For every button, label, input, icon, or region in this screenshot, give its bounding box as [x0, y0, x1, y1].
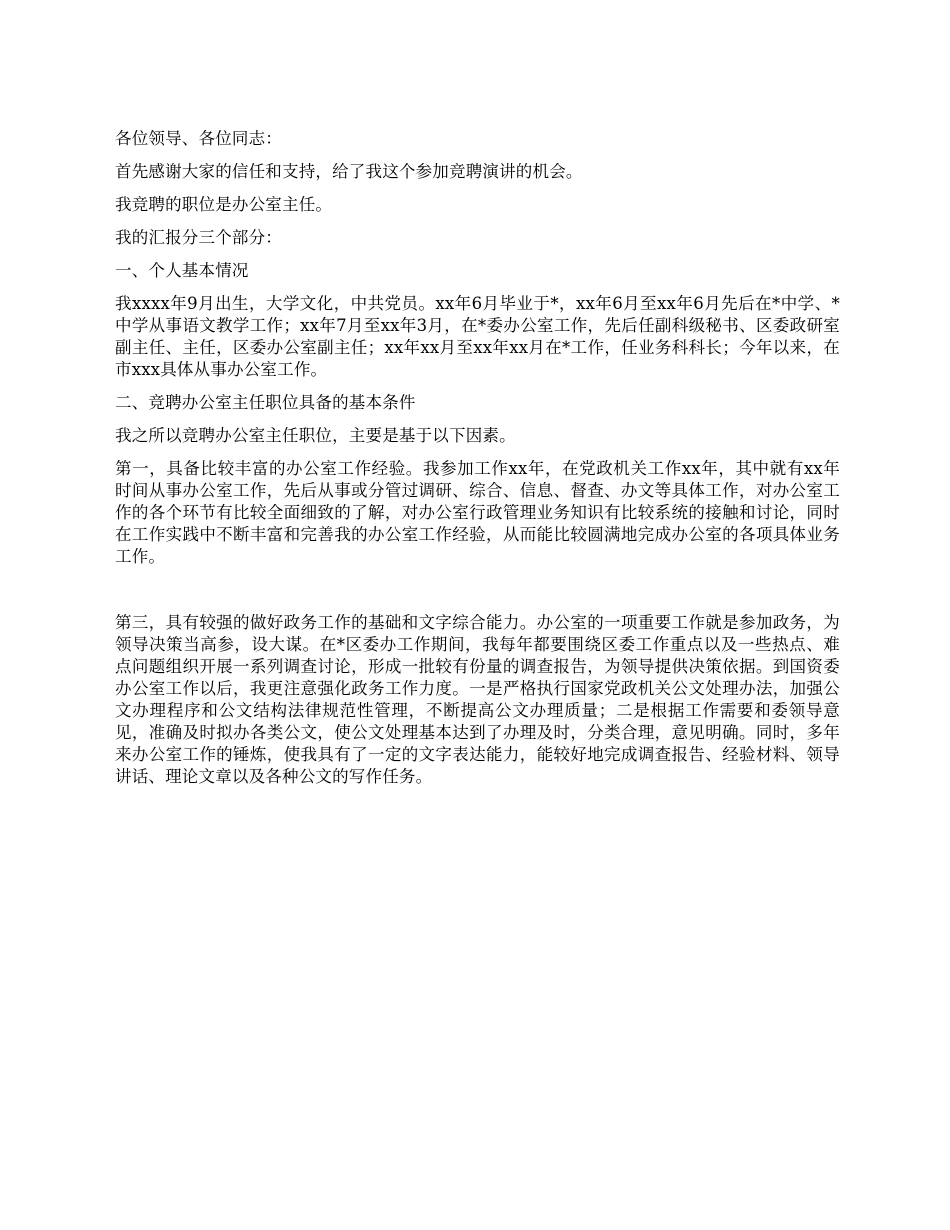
section2-heading: 二、竞聘办公室主任职位具备的基本条件: [115, 393, 416, 412]
blank-gap: [115, 579, 840, 612]
section1-body: 我xxxx年9月出生，大学文化，中共党员。xx年6月毕业于*，xx年6月至xx年6月先后在*中学、*中学从事语文教学工作；xx年7月至xx年3月，在*委办公室工作，先后任副科级秘书、区委政研室副主任、主任，区委办公室副主任；xx年xx月至xx年xx月在*工作，任业务科科长；今年以来，在市xxx具体从事办公室工作。: [115, 294, 840, 379]
position-paragraph: 我竞聘的职位是办公室主任。: [115, 195, 333, 214]
document-body: [115, 128, 840, 799]
point1-paragraph: 第一，具备比较丰富的办公室工作经验。我参加工作xx年，在党政机关工作xx年，其中就有xx年时间从事办公室工作，先后从事或分管过调研、综合、信息、督查、办文等具体工作，对办公室工作的各个环节有比较全面细致的了解，对办公室行政管理业务知识有比较系统的接触和讨论，同时在工作实践中不断丰富和完善我的办公室工作经验，从而能比较圆满地完成办公室的各项具体业务工作。: [115, 459, 840, 566]
section2-intro: 我之所以竞聘办公室主任职位，主要是基于以下因素。: [115, 426, 516, 445]
outline-intro: 我的汇报分三个部分：: [115, 228, 282, 247]
section1-heading: 一、个人基本情况: [115, 261, 249, 280]
greeting: 各位领导、各位同志：: [115, 129, 282, 148]
point3-paragraph: 第三，具有较强的做好政务工作的基础和文字综合能力。办公室的一项重要工作就是参加政务，为领导决策当高参，设大谋。在*区委办工作期间，我每年都要围绕区委工作重点以及一些热点、难点问题组织开展一系列调查讨论，形成一批较有份量的调查报告，为领导提供决策依据。到国资委办公室工作以后，我更注意强化政务工作力度。一是严格执行国家党政机关公文处理办法，加强公文办理程序和公文结构法律规范性管理，不断提高公文办理质量；二是根据工作需要和委领导意见，准确及时拟办各类公文，使公文处理基本达到了办理及时，分类合理，意见明确。同时，多年来办公室工作的锤炼，使我具有了一定的文字表达能力，能较好地完成调查报告、经验材料、领导讲话、理论文章以及各种公文的写作任务。: [115, 613, 840, 786]
thanks-paragraph: 首先感谢大家的信任和支持，给了我这个参加竞聘演讲的机会。: [115, 162, 583, 181]
